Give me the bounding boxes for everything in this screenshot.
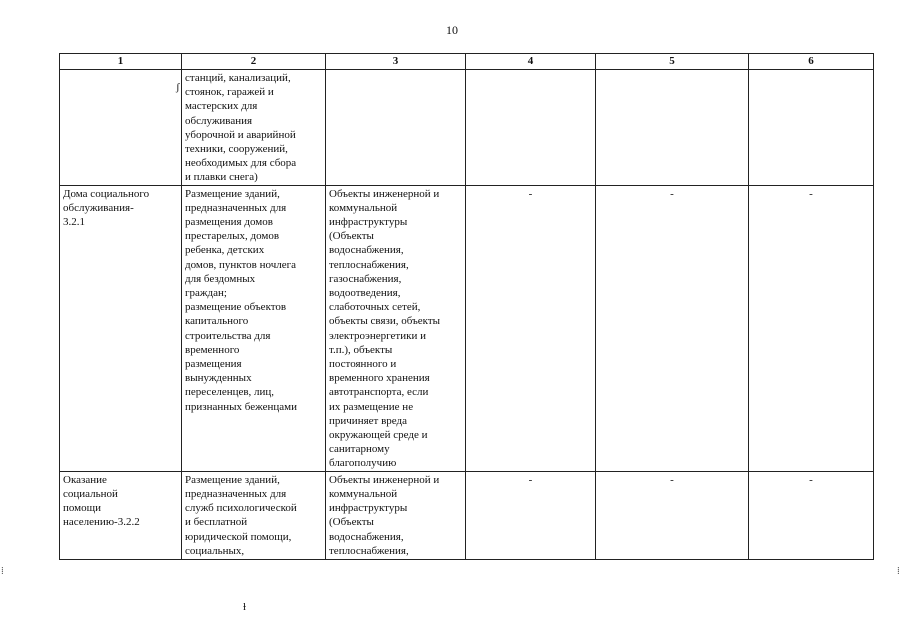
column-header: 1 [60,54,182,70]
table-row [60,70,874,186]
table-cell [326,471,466,559]
table-cell [182,471,326,559]
cell-text: Оказание социальной помощи населению-3.2.2 [63,473,140,529]
table-cell [596,70,749,186]
table-header-row [60,54,874,70]
table-cell [326,70,466,186]
cell-text: - [809,473,813,486]
column-header: 6 [749,54,874,70]
table-cell [466,70,596,186]
cell-text: - [670,473,674,486]
table-cell [60,471,182,559]
table-cell [182,185,326,471]
column-header: 3 [326,54,466,70]
scan-mark: ɫ [243,601,247,613]
cell-text: станций, канализаций, стоянок, гаражей и мастерских для обслуживания уборочной и аварийной техники, сооружений, необходимых для сбора и плавки снега) [185,72,297,184]
column-header: 5 [596,54,749,70]
table-cell [596,185,749,471]
cell-text: - [809,187,813,200]
zoning-table [59,53,874,560]
table-cell [326,185,466,471]
scan-edge-mark: ⁞ [1,566,4,577]
cell-text: - [528,473,533,486]
table-cell [60,70,182,186]
cell-text: - [528,187,533,200]
cell-text: Объекты инженерной и коммунальной инфраструктуры (Объекты водоснабжения, теплоснабжения, газоснабжения, водоотведения, слаботочных сетей, объекты связи, объекты электроэнергетики и т.п.), объекты постоянного и временного хранения автотранспорта, если их размещение не причиняет вреда окружающей среде и санитарному благополучию [329,187,441,470]
cell-text: - [670,187,674,200]
column-header: 4 [466,54,596,70]
cell-text: Объекты инженерной и коммунальной инфраструктуры (Объекты водоснабжения, теплоснабжения, [329,473,440,557]
cell-text: Размещение зданий, предназначенных для служб психологической и бесплатной юридической помощи, социальных, [185,473,297,557]
table-row [60,185,874,471]
table-cell [749,471,874,559]
table-cell [182,70,326,186]
page-number: 10 [446,23,458,37]
table-cell [60,185,182,471]
table-cell [749,185,874,471]
column-header: 2 [182,54,326,70]
scan-edge-mark: ⁞ [897,566,900,577]
table-cell [466,471,596,559]
cell-text: Дома социального обслуживания- 3.2.1 [63,187,150,229]
scan-mark: ʃ [176,81,180,93]
cell-text: Размещение зданий, предназначенных для размещения домов престарелых, домов ребенка, детских домов, пунктов ночлега для бездомных граждан; размещение объектов капитального строительства для временного размещения вынужденных переселенцев, лиц, признанных беженцами [185,187,297,413]
table-cell [466,185,596,471]
table-cell [749,70,874,186]
table-row [60,471,874,559]
table-cell [596,471,749,559]
